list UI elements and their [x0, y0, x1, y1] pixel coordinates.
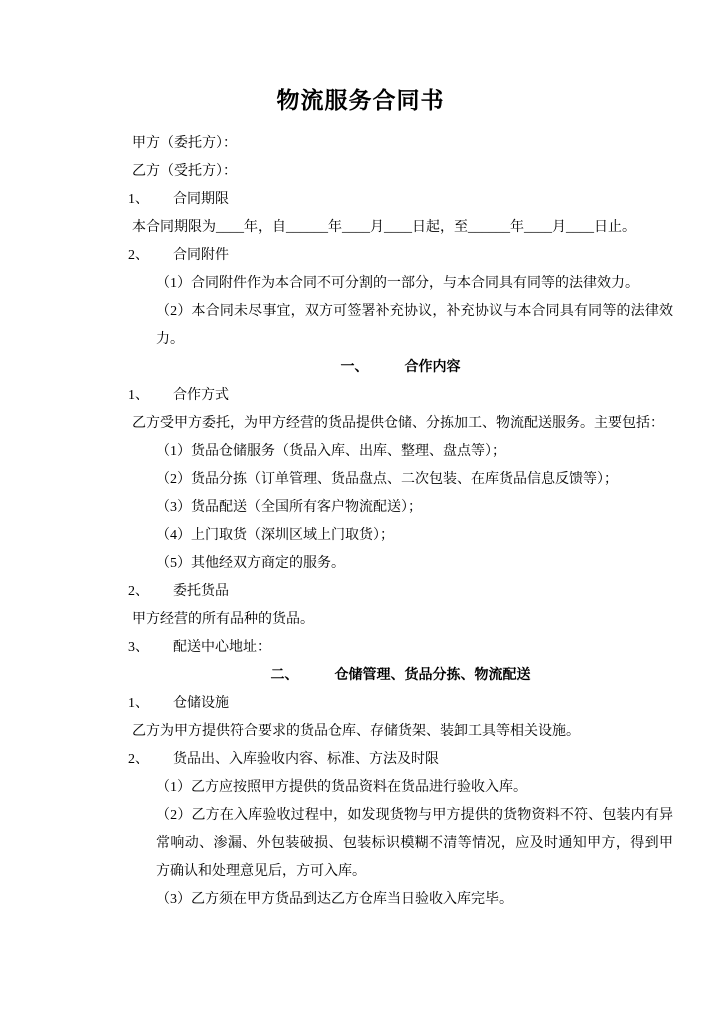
- item-inspection-standards: [128, 746, 673, 774]
- item-number: 1、: [128, 388, 149, 403]
- sub-item-service-4: （4）上门取货（深圳区域上门取货）；: [156, 528, 394, 543]
- sub-item-service-5: （5）其他经双方商定的服务。: [156, 556, 345, 571]
- party-b-line: 乙方（受托方）：: [132, 164, 237, 179]
- para-cooperation-intro: 乙方受甲方委托，为甲方经营的货品提供仓储、分拣加工、物流配送服务。主要包括：: [132, 416, 664, 431]
- item-storage-facility: [128, 690, 673, 718]
- para-storage-facility: 乙方为甲方提供符合要求的货品仓库、存储货架、装卸工具等相关设施。: [132, 724, 580, 739]
- section-2-heading: [128, 662, 673, 690]
- party-a-line: 甲方（委托方）：: [132, 136, 237, 151]
- section-title: 合作内容: [404, 360, 461, 375]
- section-number: 二、: [270, 668, 299, 683]
- sub-item-annex-1: （1）合同附件作为本合同不可分割的一部分，与本合同具有同等的法律效力。: [156, 276, 639, 291]
- item-number: 2、: [128, 248, 149, 263]
- sub-item-service-1: （1）货品仓储服务（货品入库、出库、整理、盘点等）；: [156, 444, 506, 459]
- sub-item-annex-2: （2）本合同未尽事宜，双方可签署补充协议，补充协议与本合同具有同等的法律效力。: [156, 304, 673, 347]
- item-number: 1、: [128, 696, 149, 711]
- sub-item-service-3: （3）货品配送（全国所有客户物流配送）；: [156, 500, 422, 515]
- item-number: 1、: [128, 192, 149, 207]
- sub-item-inspection-2: （2）乙方在入库验收过程中，如发现货物与甲方提供的货物资料不符、包装内有异常响动、渗漏、外包装破损、包装标识模糊不清等情况，应及时通知甲方，得到甲方确认和处理意见后，方可入库。: [156, 808, 673, 879]
- item-label: 配送中心地址：: [173, 640, 271, 655]
- item-distribution-center-address: [128, 634, 673, 662]
- section-1-heading: [128, 354, 673, 382]
- para-entrusted-goods: 甲方经营的所有品种的货品。: [132, 612, 314, 627]
- item-label: 委托货品: [173, 584, 229, 599]
- sub-item-inspection-3: （3）乙方须在甲方货品到达乙方仓库当日验收入库完毕。: [156, 892, 513, 907]
- para-contract-duration: 本合同期限为____年，自______年____月____日起，至______年____月____日止。: [132, 220, 636, 235]
- item-number: 2、: [128, 584, 149, 599]
- item-label: 仓储设施: [173, 696, 229, 711]
- item-label: 合同期限: [173, 192, 229, 207]
- item-label: 合作方式: [173, 388, 229, 403]
- item-number: 2、: [128, 752, 149, 767]
- item-number: 3、: [128, 640, 149, 655]
- section-title: 仓储管理、货品分拣、物流配送: [334, 668, 531, 683]
- item-label: 货品出、入库验收内容、标准、方法及时限: [173, 752, 439, 767]
- item-contract-term: [128, 186, 673, 214]
- item-cooperation-mode: [128, 382, 673, 410]
- section-number: 一、: [340, 360, 369, 375]
- sub-item-service-2: （2）货品分拣（订单管理、货品盘点、二次包装、在库货品信息反馈等）；: [156, 472, 618, 487]
- item-entrusted-goods: [128, 578, 673, 606]
- sub-item-inspection-1: （1）乙方应按照甲方提供的货品资料在货品进行验收入库。: [156, 780, 527, 795]
- document-title: 物流服务合同书: [276, 88, 445, 113]
- item-contract-annex: [128, 242, 673, 270]
- item-label: 合同附件: [173, 248, 229, 263]
